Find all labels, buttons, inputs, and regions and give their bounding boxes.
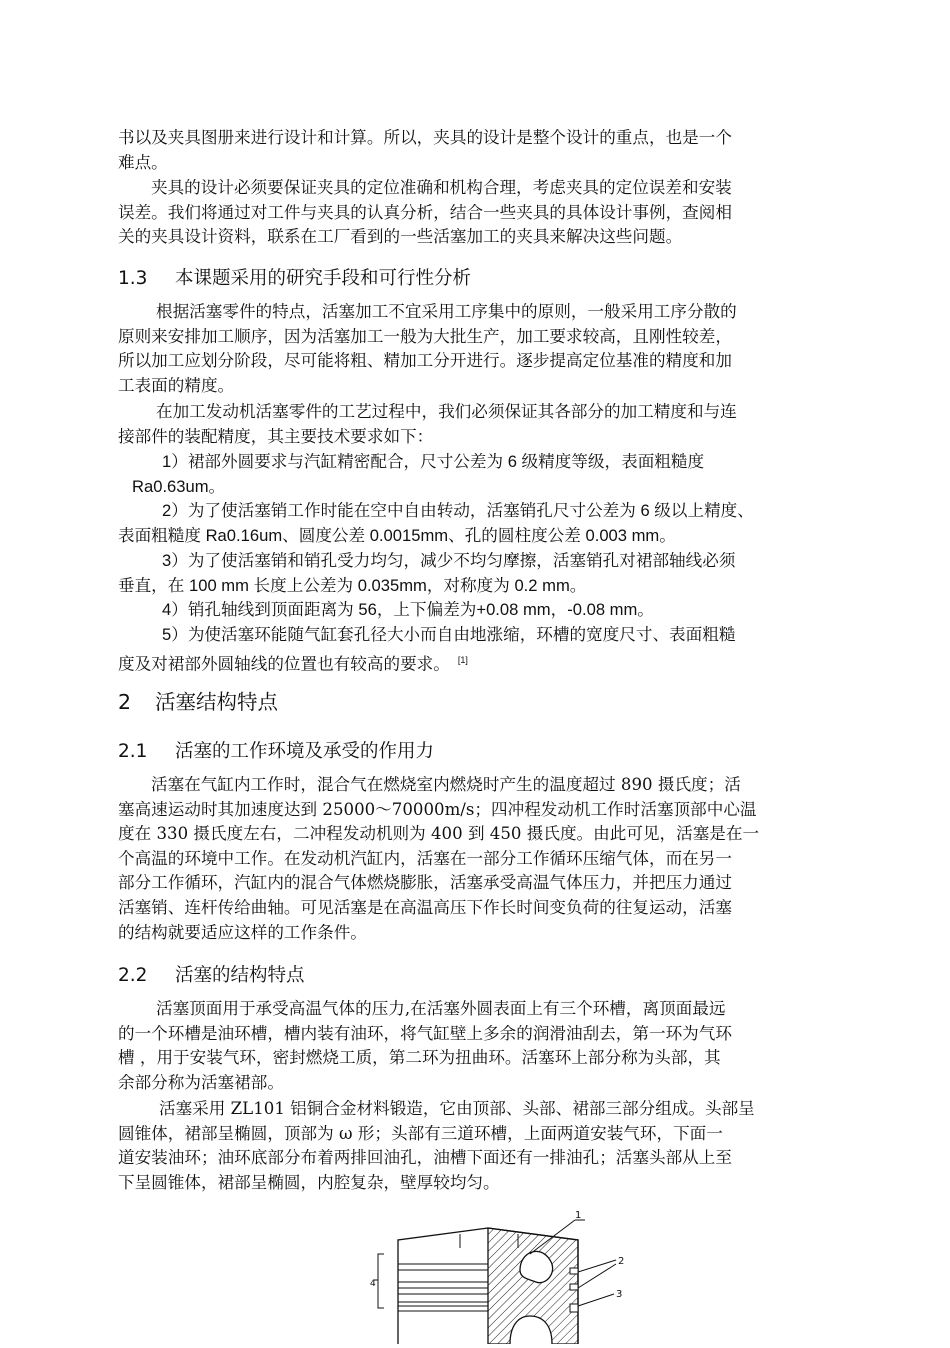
- paragraph-working-environment: [118, 773, 838, 945]
- text-line: 道安装油环；油环底部分布着两排回油孔，油槽下面还有一排油孔；活塞头部从上至: [118, 1148, 732, 1168]
- text-line: 垂直，在 100 mm 长度上公差为 0.035mm，对称度为 0.2 mm。: [118, 575, 587, 595]
- paragraph-material-structure: [118, 1097, 838, 1195]
- text-line: 3）为了使活塞销和销孔受力均匀，减少不均匀摩擦，活塞销孔对裙部轴线必须: [162, 551, 736, 570]
- text-line: 在加工发动机活塞零件的工艺过程中，我们必须保证其各部分的加工精度和与连: [156, 402, 737, 421]
- text-line: 4）销孔轴线到顶面距离为 56，上下偏差为+0.08 mm，-0.08 mm。: [162, 600, 654, 619]
- text-line: 度及对裙部外圆轴线的位置也有较高的要求。: [118, 654, 450, 674]
- ring-grooves-left: [398, 1264, 488, 1311]
- chapter-number: 2: [118, 690, 132, 714]
- text-line: 下呈圆锥体，裙部呈椭圆，内腔复杂，壁厚较均匀。: [118, 1172, 500, 1192]
- text-line: 余部分称为活塞裙部。: [118, 1072, 284, 1092]
- text-line: 误差。我们将通过对工件与夹具的认真分析，结合一些夹具的具体设计事例，查阅相: [118, 202, 732, 222]
- text-line: 难点。: [118, 152, 168, 172]
- text-line: 1）裙部外圆要求与汽缸精密配合，尺寸公差为 6 级精度等级，表面粗糙度: [162, 452, 705, 471]
- section-heading-2-2: [118, 961, 305, 987]
- text-line: 塞高速运动时其加速度达到 25000～70000m/s；四冲程发动机工作时活塞顶部中心温: [118, 799, 757, 819]
- section-number: 2.2: [118, 965, 148, 986]
- text-line: 圆锥体，裙部呈椭圆，顶部为 ω 形；头部有三道环槽，上面两道安装气环，下面一: [118, 1123, 723, 1143]
- text-line: 活塞顶面用于承受高温气体的压力,在活塞外圆表面上有三个环槽，离顶面最远: [156, 999, 726, 1018]
- text-line: 度在 330 摄氏度左右，二冲程发动机则为 400 到 450 摄氏度。由此可见，活塞是在一: [118, 824, 760, 844]
- text-line: 槽 ，用于安装气环，密封燃烧工质，第二环为扭曲环。活塞环上部分称为头部，其: [118, 1048, 721, 1068]
- section-title: 活塞的工作环境及承受的作用力: [175, 741, 435, 762]
- text-line: 活塞在气缸内工作时，混合气在燃烧室内燃烧时产生的温度超过 890 摄氏度；活: [151, 775, 741, 794]
- text-line: 接部件的装配精度，其主要技术要求如下：: [118, 426, 434, 446]
- text-line: 关的夹具设计资料，联系在工厂看到的一些活塞加工的夹具来解决这些问题。: [118, 227, 683, 247]
- paragraph-method-analysis: [118, 300, 838, 398]
- text-line: 的结构就要适应这样的工作条件。: [118, 922, 367, 942]
- text-line: 工表面的精度。: [118, 375, 235, 395]
- callout-2-label: 2: [618, 1256, 625, 1267]
- text-line: 5）为使活塞环能随气缸套孔径大小而自由地涨缩，环槽的宽度尺寸、表面粗糙: [162, 625, 736, 644]
- chapter-heading-2: [118, 685, 278, 715]
- text-line: 根据活塞零件的特点，活塞加工不宜采用工序集中的原则，一般采用工序分散的: [156, 302, 737, 321]
- text-line: 所以加工应划分阶段，尽可能将粗、精加工分开进行。逐步提高定位基准的精度和加: [118, 351, 732, 371]
- text-line: 活塞采用 ZL101 铝铜合金材料锻造，它由顶部、头部、裙部三部分组成。头部呈: [159, 1099, 755, 1118]
- requirement-item-2: [118, 499, 848, 548]
- paragraph-structure-grooves: [118, 997, 838, 1095]
- text-line: Ra0.63um。: [132, 476, 226, 496]
- requirement-item-3: [118, 549, 838, 598]
- section-number: 2.1: [118, 741, 148, 762]
- text-line: 活塞销、连杆传给曲轴。可见活塞是在高温高压下作长时间变负荷的往复运动，活塞: [118, 897, 732, 917]
- chapter-title: 活塞结构特点: [155, 690, 278, 714]
- requirement-item-5: [118, 623, 838, 677]
- callout-4-label: 4: [370, 1279, 376, 1289]
- paragraph-fixture-design-intro: [118, 126, 838, 175]
- section-heading-2-1: [118, 737, 434, 763]
- paragraph-fixture-requirements: [118, 176, 838, 250]
- piston-cross-section-figure: [370, 1208, 640, 1344]
- text-line: 书以及夹具图册来进行设计和计算。所以，夹具的设计是整个设计的重点，也是一个: [118, 128, 732, 147]
- paragraph-technical-requirements: [118, 400, 838, 449]
- text-line: 原则来安排加工顺序，因为活塞加工一般为大批生产，加工要求较高，且刚性较差，: [118, 326, 732, 346]
- section-heading-1-3: [118, 264, 471, 290]
- text-line: 个高温的环境中工作。在发动机汽缸内，活塞在一部分工作循环压缩气体，而在另一: [118, 848, 732, 868]
- text-line: 2）为了使活塞销工作时能在空中自由转动，活塞销孔尺寸公差为 6 级以上精度、: [162, 501, 754, 520]
- text-line: 部分工作循环，汽缸内的混合气体燃烧膨胀，活塞承受高温气体压力，并把压力通过: [118, 873, 732, 893]
- text-line: 的一个环槽是油环槽，槽内装有油环，将气缸壁上多余的润滑油刮去，第一环为气环: [118, 1023, 732, 1043]
- section-number: 1.3: [118, 268, 148, 289]
- section-title: 活塞的结构特点: [175, 965, 305, 986]
- text-line: 夹具的设计必须要保证夹具的定位准确和机构合理，考虑夹具的定位误差和安装: [151, 178, 732, 197]
- piston-drawing: [370, 1208, 640, 1344]
- hatched-section: [488, 1228, 578, 1344]
- requirement-item-4: [118, 598, 838, 623]
- section-title: 本课题采用的研究手段和可行性分析: [175, 268, 472, 289]
- citation-marker: [1]: [457, 654, 468, 665]
- requirement-item-1: [118, 450, 838, 499]
- callout-1-label: 1: [575, 1210, 582, 1221]
- callout-3-label: 3: [616, 1289, 623, 1300]
- text-line: 表面粗糙度 Ra0.16um、圆度公差 0.0015mm、孔的圆柱度公差 0.003 mm。: [118, 525, 676, 545]
